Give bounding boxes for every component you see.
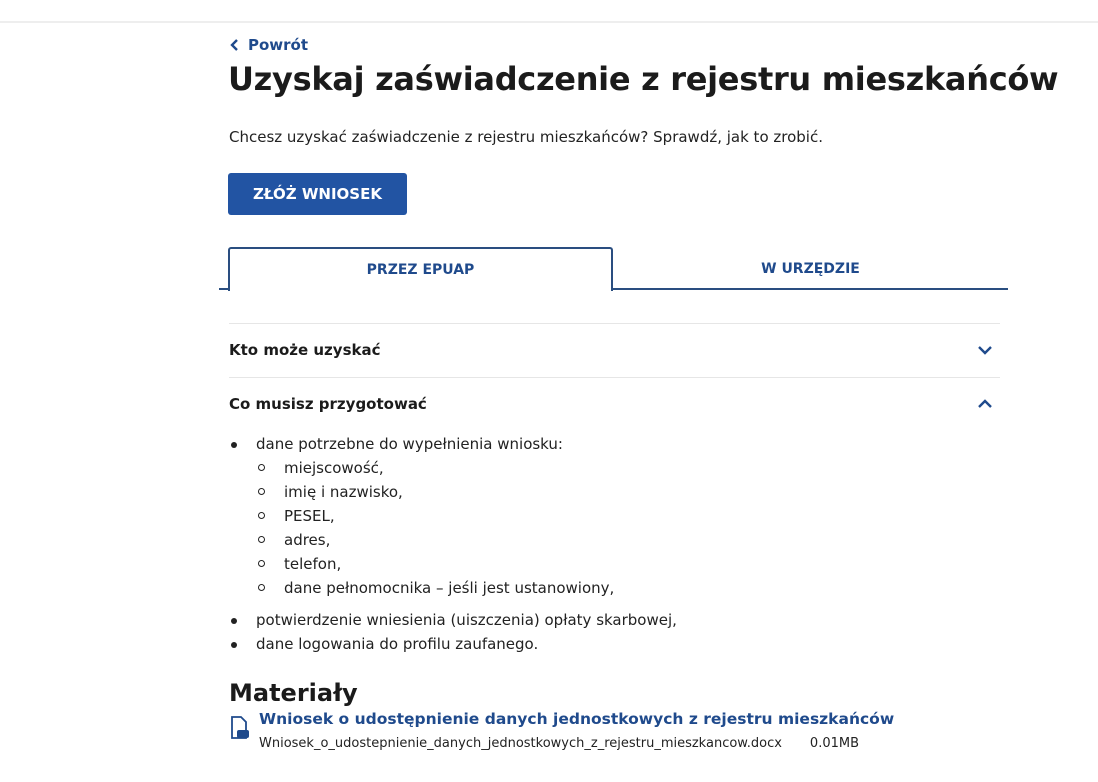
tab-w-urzedzie[interactable]: W URZĘDZIE (761, 260, 860, 277)
lead-text: Chcesz uzyskać zaświadczenie z rejestru mieszkańców? Sprawdź, jak to zrobić. (229, 128, 823, 146)
header-divider (0, 21, 1098, 23)
accordion-label: Co musisz przygotować (229, 395, 427, 413)
list-item: dane logowania do profilu zaufanego. (229, 632, 677, 656)
list-item (229, 432, 677, 600)
page-title: Uzyskaj zaświadczenie z rejestru mieszkańców (228, 60, 1059, 98)
document-icon (230, 716, 250, 740)
sub-list-item: imię i nazwisko, (256, 480, 677, 504)
sub-list-item: miejscowość, (256, 456, 677, 480)
sub-list (256, 456, 677, 600)
file-name: Wniosek_o_udostepnienie_danych_jednostkowych_z_rejestru_mieszkancow.docx (259, 736, 782, 751)
sub-list-item: dane pełnomocnika – jeśli jest ustanowiony, (256, 576, 677, 600)
chevron-down-icon (976, 341, 994, 359)
accordion-label: Kto może uzyskać (229, 341, 381, 359)
back-label: Powrót (248, 36, 309, 54)
chevron-up-icon (976, 395, 994, 413)
apply-button[interactable]: ZŁÓŻ WNIOSEK (228, 173, 407, 215)
list-item-text: dane potrzebne do wypełnienia wniosku: (256, 435, 563, 453)
materials-heading: Materiały (229, 679, 358, 707)
sub-list-item: adres, (256, 528, 677, 552)
sub-list-item: telefon, (256, 552, 677, 576)
sub-list-item: PESEL, (256, 504, 677, 528)
list-item: potwierdzenie wniesienia (uiszczenia) opłaty skarbowej, (229, 608, 677, 632)
requirements-list (229, 432, 677, 656)
material-download-link[interactable]: Wniosek o udostępnienie danych jednostkowych z rejestru mieszkańców (259, 710, 895, 728)
back-link[interactable] (230, 36, 308, 54)
file-meta (259, 736, 859, 751)
accordion-what-prepare[interactable] (229, 377, 1000, 430)
accordion-who-can[interactable] (229, 323, 1000, 376)
chevron-left-icon (230, 39, 240, 51)
file-size: 0.01MB (809, 736, 860, 751)
tab-epuap[interactable]: PRZEZ EPUAP (228, 247, 613, 291)
